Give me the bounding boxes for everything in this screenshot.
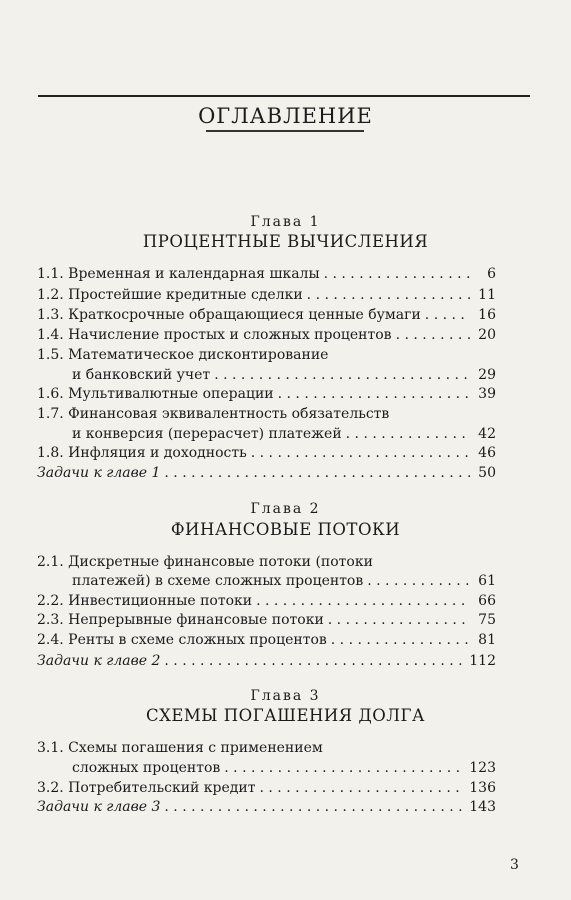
chapter-1-title: ПРОЦЕНТНЫЕ ВЫЧИСЛЕНИЯ	[142, 232, 429, 251]
toc-entry-line1[interactable]: 1.5. Математическое дисконтирование	[37, 347, 329, 363]
toc-entry-line2[interactable]: и конверсия (перерасчет) платежей . . . 42	[37, 424, 496, 444]
toc-entry-line1[interactable]: 2.1. Дискретные финансовые потоки (потоки	[37, 554, 373, 570]
toc-entry-problems[interactable]: Задачи к главе 1 . . . 50	[37, 463, 496, 483]
chapter-1-label: Глава 1	[250, 214, 321, 230]
toc-page: 75	[478, 612, 496, 628]
toc-entry[interactable]: 1.3. Краткосрочные обращающиеся ценные бумаги . . . 16	[37, 305, 496, 325]
toc-entry-line2[interactable]: и банковский учет . . . 29	[37, 365, 496, 385]
toc-entry[interactable]: 1.1. Временная и календарная шкалы . . . 6	[37, 264, 496, 284]
toc-page: 136	[469, 780, 496, 796]
toc-page: 61	[478, 573, 496, 589]
page-title: ОГЛАВЛЕНИЕ	[198, 104, 373, 128]
toc-page: 112	[469, 653, 496, 669]
toc-page: 143	[469, 799, 496, 815]
toc-entry-line2[interactable]: сложных процентов . . . 123	[37, 758, 496, 778]
toc-page: 123	[469, 760, 496, 776]
toc-page: 6	[487, 266, 496, 282]
chapter-3-label: Глава 3	[250, 688, 321, 704]
toc-entry[interactable]: 1.4. Начисление простых и сложных процентов . . . 20	[37, 325, 496, 345]
toc-page: 39	[478, 386, 496, 402]
toc-page: 16	[478, 307, 496, 323]
toc-page: 66	[478, 593, 496, 609]
toc-entry-problems[interactable]: Задачи к главе 2 . . . 112	[37, 651, 496, 671]
toc-entry[interactable]: 3.2. Потребительский кредит . . . 136	[37, 778, 496, 798]
page-number: 3	[510, 857, 519, 873]
toc-entry[interactable]: 1.8. Инфляция и доходность . . . 46	[37, 443, 496, 463]
toc-entry-line1[interactable]: 3.1. Схемы погашения с применением	[37, 740, 323, 756]
toc-page: 46	[478, 445, 496, 461]
chapter-3-title: СХЕМЫ ПОГАШЕНИЯ ДОЛГА	[146, 706, 425, 725]
toc-page: 50	[478, 465, 496, 481]
toc-entry[interactable]: 1.6. Мультивалютные операции . . . 39	[37, 384, 496, 404]
title-underline	[206, 130, 364, 132]
toc-entry[interactable]: 2.2. Инвестиционные потоки . . . 66	[37, 591, 496, 611]
toc-page: 29	[478, 367, 496, 383]
chapter-2-label: Глава 2	[250, 501, 321, 517]
toc-entry-problems[interactable]: Задачи к главе 3 . . . 143	[37, 797, 496, 817]
toc-entry[interactable]: 2.3. Непрерывные финансовые потоки . . . 75	[37, 610, 496, 630]
toc-entry-line2[interactable]: платежей) в схеме сложных процентов . . . 61	[37, 571, 496, 591]
toc-page: 20	[478, 327, 496, 343]
toc-page: 81	[478, 632, 496, 648]
toc-entry[interactable]: 1.2. Простейшие кредитные сделки . . . 11	[37, 285, 496, 305]
toc-page: 42	[478, 426, 496, 442]
toc-page: 11	[478, 287, 496, 303]
top-rule	[38, 95, 530, 97]
toc-entry[interactable]: 2.4. Ренты в схеме сложных процентов . . . 81	[37, 630, 496, 650]
chapter-2-title: ФИНАНСОВЫЕ ПОТОКИ	[170, 520, 401, 539]
toc-entry-line1[interactable]: 1.7. Финансовая эквивалентность обязательств	[37, 406, 390, 422]
